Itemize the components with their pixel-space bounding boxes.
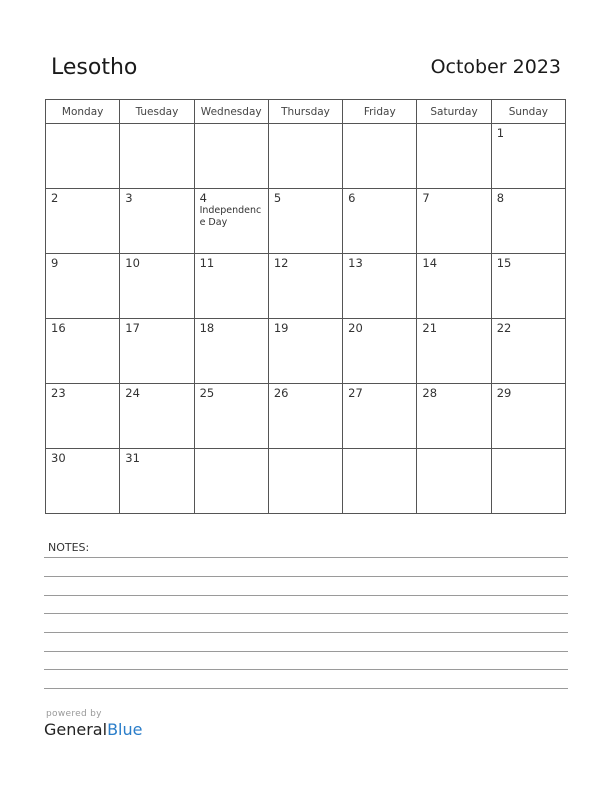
day-cell: [46, 384, 120, 449]
weekday-friday: Friday: [343, 100, 417, 124]
day-number: 12: [273, 256, 289, 270]
day-cell: [194, 124, 268, 189]
day-number: [343, 449, 416, 451]
day-cell: [417, 384, 491, 449]
note-line: [44, 651, 568, 652]
day-cell: [268, 384, 342, 449]
day-cell: [491, 384, 565, 449]
week-row: [46, 449, 566, 514]
day-cell: [120, 254, 194, 319]
day-number: [120, 124, 193, 126]
day-cell: [343, 384, 417, 449]
weekday-thursday: Thursday: [268, 100, 342, 124]
day-cell: [343, 189, 417, 254]
weekday-sunday: Sunday: [491, 100, 565, 124]
day-number: [492, 449, 565, 451]
day-cell: [46, 189, 120, 254]
day-number: 10: [125, 256, 140, 270]
day-number: 20: [348, 321, 363, 335]
weekday-monday: Monday: [46, 100, 120, 124]
day-number: 15: [496, 256, 512, 270]
day-cell: [417, 124, 491, 189]
day-number: 13: [348, 256, 363, 270]
day-number: 30: [51, 451, 66, 465]
day-cell: [343, 319, 417, 384]
day-cell: [417, 319, 491, 384]
week-row: [46, 319, 566, 384]
day-cell: [491, 189, 565, 254]
day-cell: [268, 124, 342, 189]
day-cell: [343, 449, 417, 514]
day-cell: [491, 124, 565, 189]
day-number: 16: [51, 321, 66, 335]
day-number: 29: [496, 386, 512, 400]
day-number: 6: [348, 191, 356, 205]
note-line: [44, 576, 568, 577]
day-number: 21: [422, 321, 438, 335]
day-number: [269, 449, 342, 451]
weekday-saturday: Saturday: [417, 100, 491, 124]
week-row: [46, 124, 566, 189]
day-number: 25: [199, 386, 215, 400]
day-cell: [491, 449, 565, 514]
day-number: 28: [422, 386, 438, 400]
month-title: October 2023: [430, 56, 561, 78]
day-cell: [46, 254, 120, 319]
day-number: 19: [273, 321, 289, 335]
note-line: [44, 613, 568, 614]
powered-by-text: powered by: [46, 709, 102, 719]
notes-label: NOTES:: [48, 541, 90, 554]
day-number: 9: [51, 256, 59, 270]
day-cell: [194, 449, 268, 514]
day-number: 7: [422, 191, 430, 205]
note-line: [44, 669, 568, 670]
day-number: 5: [273, 191, 282, 205]
week-row: [46, 384, 566, 449]
day-number: 23: [51, 386, 66, 400]
weekday-wednesday: Wednesday: [194, 100, 268, 124]
note-line: [44, 557, 568, 558]
day-number: [46, 124, 119, 126]
day-cell: [46, 319, 120, 384]
day-cell: [194, 319, 268, 384]
day-number: 4: [199, 191, 207, 205]
day-cell: [194, 384, 268, 449]
day-number: [269, 124, 342, 126]
day-number: 3: [125, 191, 133, 205]
day-number: [417, 124, 490, 126]
day-cell: [120, 449, 194, 514]
day-number: 27: [348, 386, 363, 400]
week-row: [46, 254, 566, 319]
day-number: [195, 449, 268, 451]
weekday-tuesday: Tuesday: [120, 100, 194, 124]
day-cell: [120, 384, 194, 449]
day-cell: [417, 449, 491, 514]
calendar-grid: [45, 99, 566, 514]
brand-logo-part2: Blue: [107, 720, 143, 739]
day-number: 14: [422, 256, 438, 270]
country-title: Lesotho: [51, 55, 138, 80]
day-number: 31: [125, 451, 140, 465]
day-number: 2: [51, 191, 59, 205]
day-cell: [46, 449, 120, 514]
note-line: [44, 595, 568, 596]
note-line: [44, 632, 568, 633]
day-number: [417, 449, 490, 451]
day-cell: [194, 189, 268, 254]
day-number: 17: [125, 321, 140, 335]
weekday-header-row: [46, 100, 566, 124]
day-cell: [120, 124, 194, 189]
day-number: 8: [496, 191, 505, 205]
day-cell: [268, 189, 342, 254]
day-number: 24: [125, 386, 140, 400]
day-cell: [120, 189, 194, 254]
brand-logo-part1: General: [44, 720, 108, 739]
day-cell: [343, 124, 417, 189]
day-cell: [268, 449, 342, 514]
day-number: 26: [273, 386, 289, 400]
day-cell: [491, 319, 565, 384]
day-number: 22: [496, 321, 512, 335]
day-cell: [120, 319, 194, 384]
day-cell: [268, 319, 342, 384]
day-number: 1: [496, 126, 505, 140]
day-number: [195, 124, 268, 126]
day-cell: [46, 124, 120, 189]
note-line: [44, 688, 568, 689]
day-number: [343, 124, 416, 126]
day-cell: [194, 254, 268, 319]
brand-logo: [44, 720, 142, 739]
day-cell: [268, 254, 342, 319]
day-number: 11: [199, 256, 215, 270]
day-cell: [343, 254, 417, 319]
day-number: 18: [199, 321, 215, 335]
day-cell: [417, 189, 491, 254]
holiday-label: Independence Day: [199, 205, 262, 228]
day-cell: [491, 254, 565, 319]
day-cell: [417, 254, 491, 319]
week-row: [46, 189, 566, 254]
